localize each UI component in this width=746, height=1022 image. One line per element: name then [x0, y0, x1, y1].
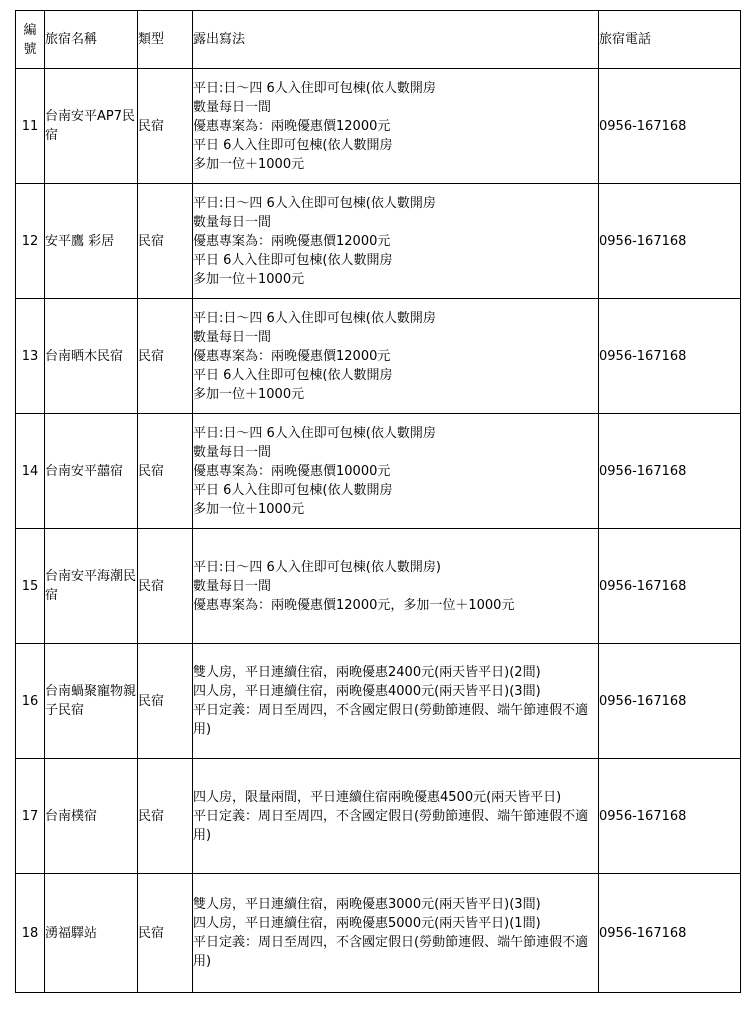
row-number: 14	[16, 414, 45, 529]
row-number: 13	[16, 299, 45, 414]
table-row	[16, 529, 741, 644]
row-number: 12	[16, 184, 45, 299]
table-row	[16, 414, 741, 529]
lodging-type: 民宿	[138, 299, 193, 414]
header-phone: 旅宿電話	[599, 11, 741, 69]
row-number: 16	[16, 644, 45, 759]
promotion-line: 平日定義：周日至周四，不含國定假日(勞動節連假、端午節連假不適用)	[193, 703, 589, 737]
lodging-type: 民宿	[138, 644, 193, 759]
header-detail: 露出寫法	[193, 11, 599, 69]
promotion-line: 四人房，平日連續住宿，兩晚優惠5000元(兩天皆平日)(1間)	[193, 916, 541, 931]
header-type: 類型	[138, 11, 193, 69]
promotion-line: 平日:日～四 6人入住即可包棟(依人數開房	[193, 195, 436, 211]
promotion-detail	[193, 69, 599, 184]
promotion-line: 多加一位＋1000元	[193, 271, 305, 287]
promotion-line: 數量每日一間	[193, 578, 272, 594]
table-row	[16, 874, 741, 993]
promotion-line: 數量每日一間	[193, 329, 272, 345]
promotion-line: 平日:日～四 6人入住即可包棟(依人數開房)	[193, 559, 441, 575]
promotion-line: 優惠專案為：兩晚優惠價12000元	[193, 118, 391, 134]
lodging-name: 台南安平海潮民宿	[45, 529, 138, 644]
promotion-line: 數量每日一間	[193, 444, 272, 460]
promotion-line: 平日定義：周日至周四，不含國定假日(勞動節連假、端午節連假不適用)	[193, 808, 589, 843]
lodging-name: 台南樸宿	[45, 759, 138, 874]
promotion-line: 多加一位＋1000元	[193, 501, 305, 517]
row-number: 18	[16, 874, 45, 993]
promotion-line: 四人房，平日連續住宿，兩晚優惠4000元(兩天皆平日)(3間)	[193, 684, 541, 699]
promotion-line: 四人房，限量兩間，平日連續住宿兩晚優惠4500元(兩天皆平日)	[193, 789, 562, 805]
lodging-name: 台南安平AP7民宿	[45, 69, 138, 184]
lodging-type: 民宿	[138, 759, 193, 874]
row-number: 17	[16, 759, 45, 874]
promotion-detail	[193, 184, 599, 299]
table-row	[16, 184, 741, 299]
promotion-detail	[193, 759, 599, 874]
lodging-name: 台南晒木民宿	[45, 299, 138, 414]
lodging-phone: 0956-167168	[599, 759, 741, 874]
promotion-line: 平日:日～四 6人入住即可包棟(依人數開房	[193, 425, 436, 441]
lodging-phone: 0956-167168	[599, 299, 741, 414]
lodging-name: 湧福驛站	[45, 874, 138, 993]
promotion-line: 多加一位＋1000元	[193, 386, 305, 402]
lodging-type: 民宿	[138, 874, 193, 993]
promotion-detail	[193, 299, 599, 414]
promotion-line: 數量每日一間	[193, 214, 272, 230]
promotion-detail	[193, 414, 599, 529]
lodging-phone: 0956-167168	[599, 69, 741, 184]
lodging-phone: 0956-167168	[599, 874, 741, 993]
lodging-phone: 0956-167168	[599, 529, 741, 644]
promotion-line: 優惠專案為：兩晚優惠價12000元	[193, 348, 391, 364]
promotion-line: 平日 6人入住即可包棟(依人數開房	[193, 482, 393, 498]
promotion-line: 優惠專案為：兩晚優惠價10000元	[193, 463, 391, 479]
lodging-phone: 0956-167168	[599, 644, 741, 759]
promotion-line: 平日:日～四 6人入住即可包棟(依人數開房	[193, 80, 436, 96]
header-name: 旅宿名稱	[45, 11, 138, 69]
promotion-line: 雙人房，平日連續住宿，兩晚優惠3000元(兩天皆平日)(3間)	[193, 897, 541, 912]
promotion-detail	[193, 874, 599, 993]
table-row	[16, 759, 741, 874]
row-number: 11	[16, 69, 45, 184]
promotion-detail	[193, 644, 599, 759]
promotion-line: 優惠專案為：兩晚優惠價12000元	[193, 233, 391, 249]
table-row	[16, 299, 741, 414]
lodging-name: 安平鷹 彩居	[45, 184, 138, 299]
promotion-line: 數量每日一間	[193, 99, 272, 115]
promotion-line: 優惠專案為：兩晚優惠價12000元，多加一位＋1000元	[193, 597, 515, 613]
promotion-line: 平日:日～四 6人入住即可包棟(依人數開房	[193, 310, 436, 326]
lodging-name: 台南安平囍宿	[45, 414, 138, 529]
promotion-line: 平日 6人入住即可包棟(依人數開房	[193, 137, 393, 153]
lodging-type: 民宿	[138, 184, 193, 299]
promotion-line: 平日 6人入住即可包棟(依人數開房	[193, 367, 393, 383]
lodging-phone: 0956-167168	[599, 184, 741, 299]
lodging-type: 民宿	[138, 69, 193, 184]
lodging-type: 民宿	[138, 529, 193, 644]
promotion-detail	[193, 529, 599, 644]
promotion-line: 平日 6人入住即可包棟(依人數開房	[193, 252, 393, 268]
lodging-type: 民宿	[138, 414, 193, 529]
table-row	[16, 644, 741, 759]
promotion-line: 雙人房，平日連續住宿，兩晚優惠2400元(兩天皆平日)(2間)	[193, 665, 541, 680]
header-row	[16, 11, 741, 69]
table-row	[16, 69, 741, 184]
header-number: 編號	[16, 11, 45, 69]
row-number: 15	[16, 529, 45, 644]
lodging-phone: 0956-167168	[599, 414, 741, 529]
lodging-table	[15, 10, 741, 993]
promotion-line: 多加一位＋1000元	[193, 156, 305, 172]
lodging-name: 台南蝸聚寵物親子民宿	[45, 644, 138, 759]
promotion-line: 平日定義：周日至周四，不含國定假日(勞動節連假、端午節連假不適用)	[193, 935, 589, 969]
